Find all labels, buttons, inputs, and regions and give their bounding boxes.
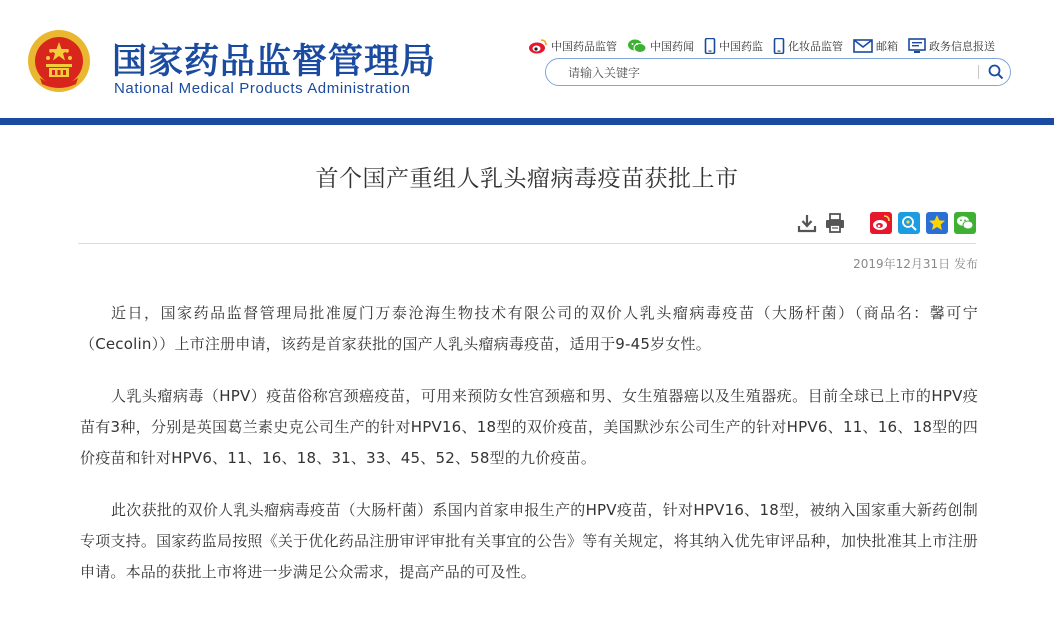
- toplink-label: 邮箱: [876, 40, 898, 53]
- wechat-share-icon[interactable]: [954, 212, 976, 234]
- search-icon[interactable]: [988, 64, 1004, 80]
- toplink-label: 化妆品监管: [788, 40, 843, 53]
- share-bar: [870, 212, 982, 234]
- toplink-label: 政务信息报送: [929, 40, 995, 53]
- national-emblem-icon[interactable]: [26, 28, 92, 94]
- header-divider-bar: [0, 118, 1054, 125]
- toplink-label: 中国药监: [719, 40, 763, 53]
- toplink-weibo[interactable]: [528, 38, 617, 54]
- weibo-share-icon[interactable]: [870, 212, 892, 234]
- toplink-wechat[interactable]: [627, 38, 694, 54]
- download-icon[interactable]: [796, 212, 818, 234]
- article-tools: [796, 212, 982, 234]
- weibo-icon: [528, 38, 548, 54]
- article-paragraph: 此次获批的双价人乳头瘤病毒疫苗（大肠杆菌）系国内首家申报生产的HPV疫苗，针对HPV16、18型，被纳入国家重大新药创制专项支持。国家药监局按照《关于优化药品注册审评审批有关事宜的公告》等有关规定，将其纳入优先审评品种，加快批准其上市注册申请。本品的获批上市将进一步满足公众需求，提高产品的可及性。: [80, 501, 978, 581]
- toplink-label: 中国药品监管: [551, 40, 617, 53]
- favorite-star-icon[interactable]: [926, 212, 948, 234]
- toplink-mobile-2[interactable]: [773, 38, 843, 54]
- qzone-share-icon[interactable]: [898, 212, 920, 234]
- toplink-report[interactable]: [908, 38, 995, 54]
- mobile-icon: [704, 38, 716, 54]
- site-header: [0, 0, 1054, 118]
- article-body: [80, 298, 978, 609]
- print-icon[interactable]: [824, 212, 846, 234]
- title-divider: [78, 243, 976, 244]
- search-divider: [978, 65, 979, 79]
- mail-icon: [853, 39, 873, 53]
- mobile-icon: [773, 38, 785, 54]
- search-input[interactable]: [566, 63, 970, 83]
- article-paragraph: 近日，国家药品监督管理局批准厦门万泰沧海生物技术有限公司的双价人乳头瘤病毒疫苗（大肠杆菌）（商品名：馨可宁（Cecolin））上市注册申请，该药是首家获批的国产人乳头瘤病毒疫苗，适用于9-45岁女性。: [80, 304, 978, 353]
- article-title: 首个国产重组人乳头瘤病毒疫苗获批上市: [315, 166, 739, 192]
- wechat-icon: [627, 38, 647, 54]
- site-title-english[interactable]: National Medical Products Administration: [114, 80, 411, 97]
- article-paragraph: 人乳头瘤病毒（HPV）疫苗俗称宫颈癌疫苗，可用来预防女性宫颈癌和男、女生殖器癌以及生殖器疣。目前全球已上市的HPV疫苗有3种，分别是英国葛兰素史克公司生产的针对HPV16、18型的双价疫苗，美国默沙东公司生产的针对HPV6、11、16、18型的四价疫苗和针对HPV6、11、16、18、31、33、45、52、58型的九价疫苗。: [80, 387, 978, 467]
- search-box: [545, 58, 1011, 86]
- top-links: [528, 36, 1005, 56]
- monitor-icon: [908, 38, 926, 54]
- publish-date: 2019年12月31日 发布: [853, 257, 978, 271]
- site-title[interactable]: 国家药品监督管理局: [112, 42, 437, 82]
- toplink-mail[interactable]: [853, 38, 898, 54]
- toplink-mobile-1[interactable]: [704, 38, 763, 54]
- toplink-label: 中国药闻: [650, 40, 694, 53]
